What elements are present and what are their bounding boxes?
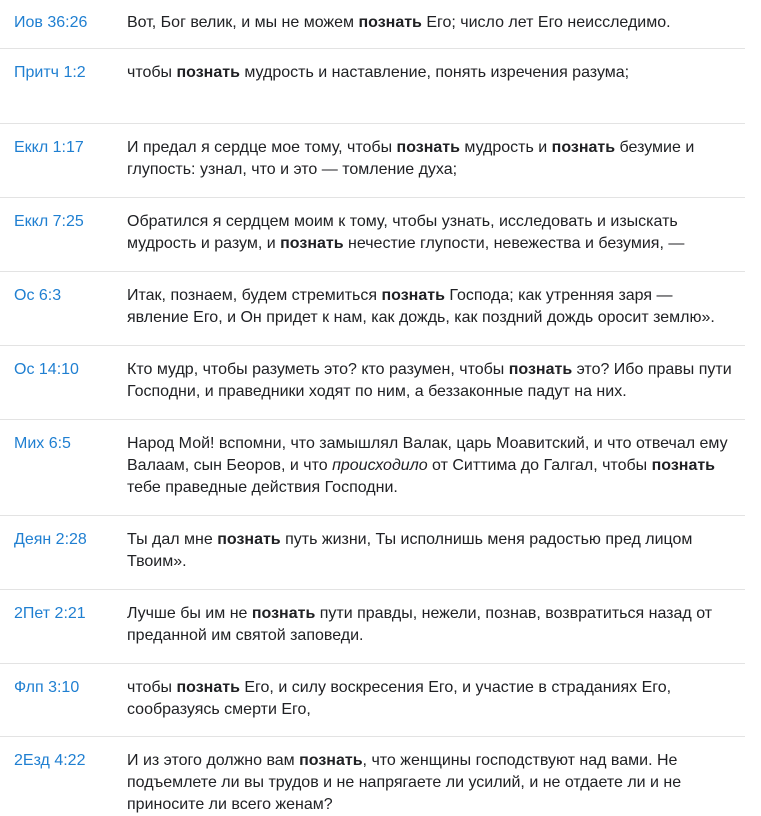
verse-text-segment: тебе праведные действия Господни. <box>127 479 398 496</box>
verse-text-segment: Народ Мой! вспомни, что замышлял Валак, царь Моавитский, и что отвечал ему Валаам, сын Беоров, и что <box>127 435 728 474</box>
verse-text-segment: Лучше бы им не <box>127 605 252 622</box>
verse-row <box>0 420 745 516</box>
highlighted-word: познать <box>381 287 445 304</box>
highlighted-word: познать <box>176 679 240 696</box>
verse-text-segment: Обратился я сердцем моим к тому, чтобы узнать, исследовать и изыскать мудрость и разум, и <box>127 213 678 252</box>
highlighted-word: познать <box>299 752 363 769</box>
verse-text <box>127 285 745 345</box>
verse-row <box>0 0 745 49</box>
verse-text-segment: мудрость и <box>459 139 552 156</box>
verse-text-segment: Господа; как утренняя заря — явление Его, и Он придет к нам, как дождь, как поздний дождь оросит землю». <box>127 287 715 326</box>
verse-text-segment: И из этого должно вам <box>127 752 300 769</box>
highlighted-word: познать <box>280 235 344 252</box>
verse-text-segment: Его; число лет Его неисследимо. <box>421 14 671 31</box>
verse-text <box>127 433 745 515</box>
verse-text-segment: Ты дал мне <box>127 531 218 548</box>
verse-text-segment: чтобы <box>127 679 177 696</box>
verse-reference-link[interactable]: Флп 3:10 <box>14 679 80 696</box>
verse-row <box>0 590 745 664</box>
highlighted-word: познать <box>251 605 316 622</box>
verse-text-segment: от Ситтима до Галгал, чтобы <box>427 457 652 474</box>
verse-text-segment: это? Ибо правы пути Господни, и праведники ходят по ним, а беззаконные падут на них. <box>127 361 732 400</box>
verse-text <box>127 750 745 813</box>
highlighted-word: познать <box>651 457 716 474</box>
verse-text-segment: мудрость и наставление, понять изречения разума; <box>239 64 630 81</box>
verse-reference-link[interactable]: Еккл 1:17 <box>14 139 84 156</box>
verse-text <box>127 677 745 736</box>
verse-row <box>0 124 745 198</box>
verse-text-segment: путь жизни, Ты исполнишь меня радостью пред лицом Твоим». <box>127 531 693 570</box>
verse-reference-link[interactable]: 2Езд 4:22 <box>14 752 86 769</box>
verse-row <box>0 49 745 124</box>
verse-text-segment: Кто мудр, чтобы разуметь это? кто разумен, чтобы <box>127 361 509 378</box>
verse-text <box>127 359 745 419</box>
verse-text-segment: Его, и силу воскресения Его, и участие в страданиях Его, сообразуясь смерти Его, <box>127 679 672 718</box>
verse-reference-link[interactable]: Иов 36:26 <box>14 14 88 31</box>
verse-text <box>127 529 745 589</box>
verse-reference-link[interactable]: Ос 14:10 <box>14 361 79 378</box>
verse-row <box>0 272 745 346</box>
verse-reference-link[interactable]: Деян 2:28 <box>14 531 87 548</box>
verse-text <box>127 603 745 663</box>
verse-text-segment: Итак, познаем, будем стремиться <box>127 287 382 304</box>
verse-text-segment: пути правды, нежели, познав, возвратиться назад от преданной им святой заповеди. <box>127 605 713 644</box>
verse-text-segment: , что женщины господствуют над вами. Не подъемлете ли вы трудов и не напрягаете ли усилий, и не отдаете ли и не приносите ли всего женам? <box>127 752 682 813</box>
highlighted-word: познать <box>358 14 422 31</box>
verse-reference-link[interactable]: 2Пет 2:21 <box>14 605 86 622</box>
verse-text <box>127 211 745 271</box>
verse-text-segment: чтобы <box>127 64 177 81</box>
highlighted-word: познать <box>508 361 573 378</box>
verse-row <box>0 198 745 272</box>
highlighted-word: познать <box>551 139 616 156</box>
verse-text <box>127 137 745 197</box>
verse-reference-link[interactable]: Ос 6:3 <box>14 287 62 304</box>
verse-text <box>127 62 745 123</box>
verse-reference-link[interactable]: Мих 6:5 <box>14 435 71 452</box>
verse-row <box>0 346 745 420</box>
highlighted-word: познать <box>176 64 240 81</box>
highlighted-word: познать <box>217 531 281 548</box>
verse-text-segment: И предал я сердце мое тому, чтобы <box>127 139 397 156</box>
verse-row <box>0 516 745 590</box>
verse-reference-link[interactable]: Еккл 7:25 <box>14 213 84 230</box>
verse-text <box>127 12 745 48</box>
italic-word: происходило <box>332 457 428 474</box>
verse-text-segment: Вот, Бог велик, и мы не можем <box>127 14 359 31</box>
verse-text-segment: безумие и глупость: узнал, что и это — томление духа; <box>127 139 695 178</box>
highlighted-word: познать <box>396 139 460 156</box>
verse-text-segment: нечестие глупости, невежества и безумия, — <box>343 235 685 252</box>
verse-reference-link[interactable]: Притч 1:2 <box>14 64 86 81</box>
verse-row <box>0 664 745 737</box>
verse-row <box>0 737 745 813</box>
